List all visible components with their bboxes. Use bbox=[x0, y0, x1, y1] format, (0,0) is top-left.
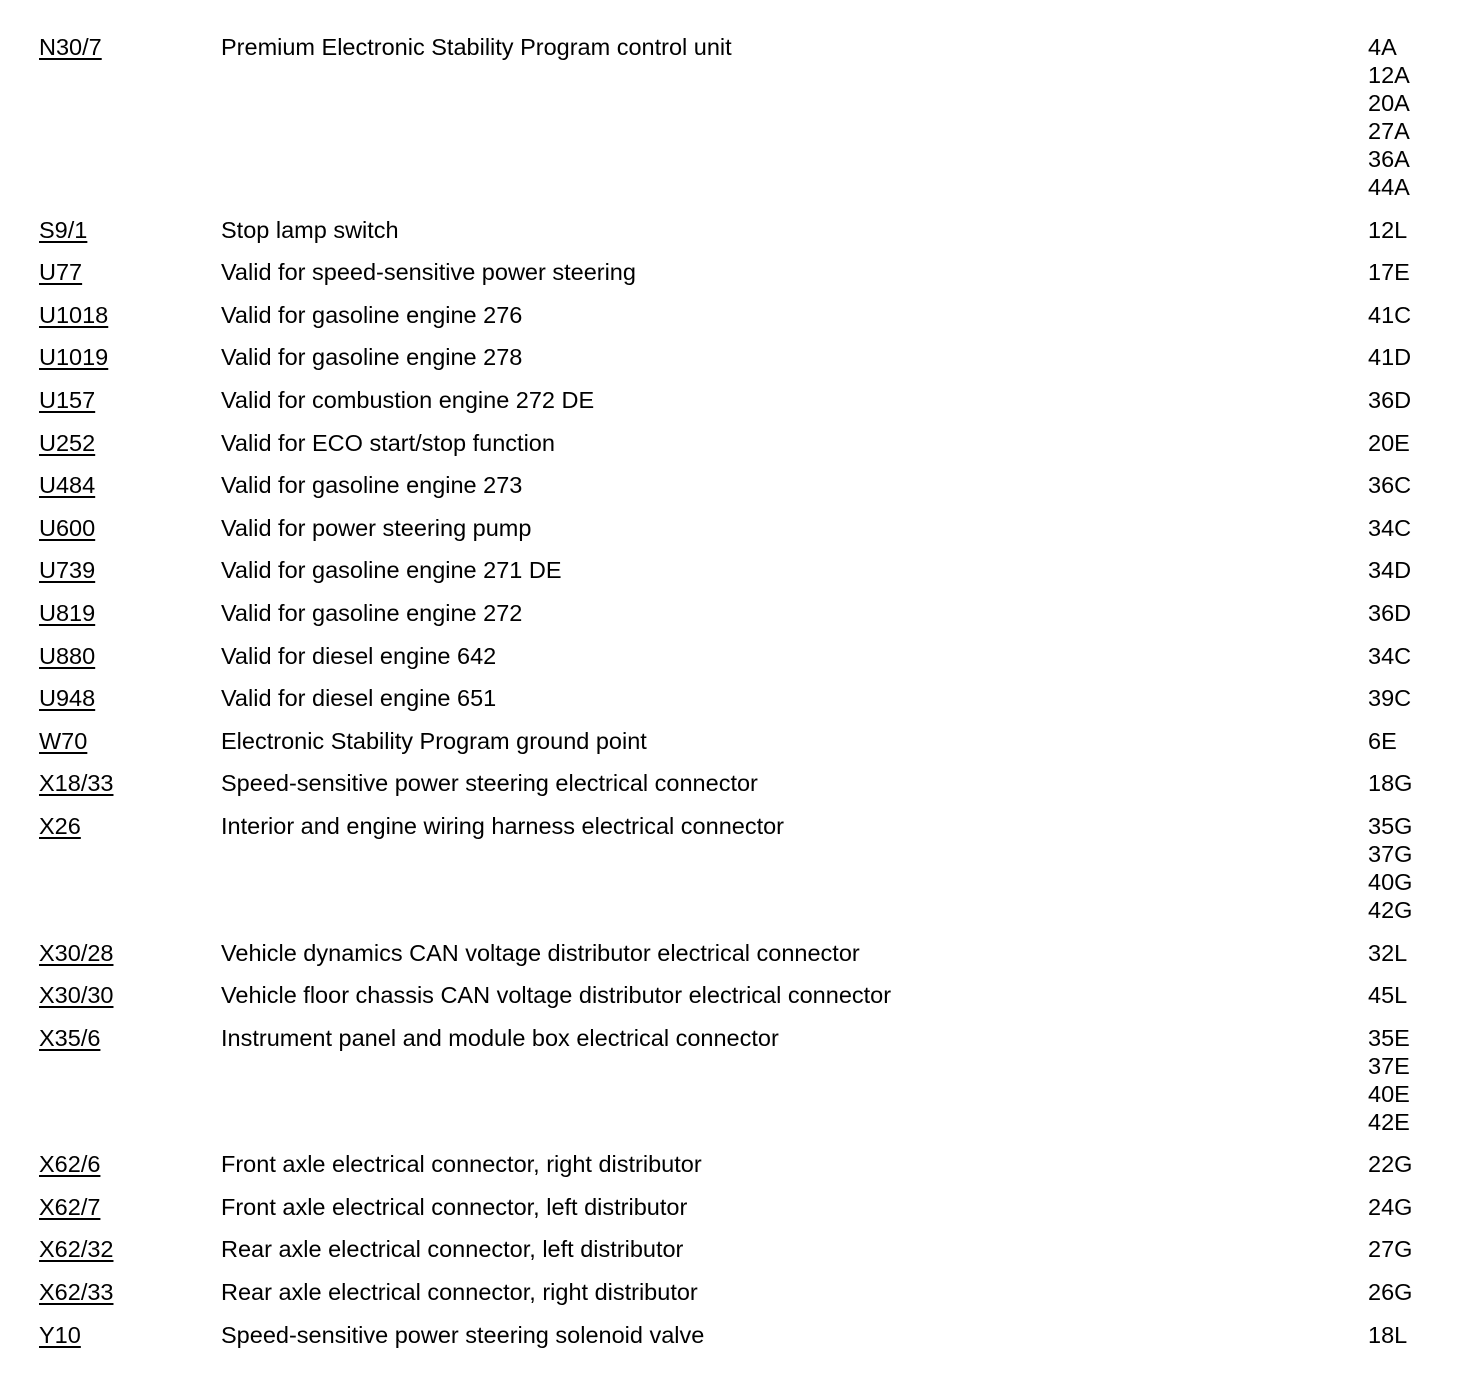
component-description: Valid for power steering pump bbox=[221, 514, 532, 541]
legend-row bbox=[0, 981, 1472, 1009]
component-code-link[interactable]: X26 bbox=[39, 812, 81, 839]
grid-reference: 20A bbox=[1368, 90, 1410, 116]
grid-reference: 37G bbox=[1368, 840, 1413, 867]
component-description: Stop lamp switch bbox=[221, 216, 399, 243]
grid-reference-list bbox=[1368, 1235, 1458, 1263]
grid-reference: 34D bbox=[1368, 557, 1412, 584]
grid-reference: 42E bbox=[1368, 1108, 1410, 1135]
legend-row bbox=[0, 1235, 1472, 1263]
grid-reference: 27G bbox=[1368, 1236, 1413, 1263]
component-description: Interior and engine wiring harness electrical connector bbox=[221, 812, 785, 839]
legend-row bbox=[0, 642, 1472, 670]
component-description: Speed-sensitive power steering electrical connector bbox=[221, 770, 758, 797]
legend-row bbox=[0, 471, 1472, 499]
component-code-link[interactable]: X62/6 bbox=[39, 1151, 101, 1178]
legend-row bbox=[0, 429, 1472, 457]
component-code-link[interactable]: X62/33 bbox=[39, 1279, 114, 1306]
grid-reference-list bbox=[1368, 1024, 1458, 1136]
grid-reference: 40G bbox=[1368, 868, 1413, 895]
component-code-link[interactable]: Y10 bbox=[39, 1321, 81, 1348]
component-code-link[interactable]: X35/6 bbox=[39, 1024, 101, 1051]
grid-reference-list bbox=[1368, 258, 1458, 286]
component-code-link[interactable]: X62/32 bbox=[39, 1236, 114, 1263]
component-description: Front axle electrical connector, left distributor bbox=[221, 1193, 688, 1220]
grid-reference-list bbox=[1368, 812, 1458, 924]
component-description: Valid for diesel engine 651 bbox=[221, 685, 497, 712]
grid-reference: 41C bbox=[1368, 301, 1412, 328]
legend-row bbox=[0, 727, 1472, 755]
component-code-link[interactable]: N30/7 bbox=[39, 34, 102, 60]
legend-row bbox=[0, 343, 1472, 371]
component-description: Speed-sensitive power steering solenoid valve bbox=[221, 1321, 705, 1348]
legend-row bbox=[0, 939, 1472, 967]
component-code-link[interactable]: U1019 bbox=[39, 344, 109, 371]
component-code-link[interactable]: U157 bbox=[39, 386, 96, 413]
grid-reference: 36C bbox=[1368, 472, 1412, 499]
grid-reference: 36D bbox=[1368, 599, 1412, 626]
legend-row bbox=[0, 1278, 1472, 1306]
grid-reference: 32L bbox=[1368, 939, 1408, 966]
grid-reference: 18L bbox=[1368, 1321, 1408, 1348]
component-description: Vehicle dynamics CAN voltage distributor electrical connector bbox=[221, 939, 860, 966]
legend-row bbox=[0, 33, 1472, 201]
grid-reference: 27A bbox=[1368, 118, 1410, 144]
grid-reference-list bbox=[1368, 1150, 1458, 1178]
component-description: Valid for gasoline engine 276 bbox=[221, 301, 523, 328]
component-code-link[interactable]: U1018 bbox=[39, 301, 109, 328]
grid-reference-list bbox=[1368, 939, 1458, 967]
grid-reference-list bbox=[1368, 301, 1458, 329]
legend-row bbox=[0, 386, 1472, 414]
grid-reference: 37E bbox=[1368, 1052, 1410, 1079]
grid-reference: 40E bbox=[1368, 1080, 1410, 1107]
component-code-link[interactable]: W70 bbox=[39, 727, 88, 754]
grid-reference: 34C bbox=[1368, 514, 1412, 541]
grid-reference: 36A bbox=[1368, 146, 1410, 172]
legend-row bbox=[0, 258, 1472, 286]
component-description: Valid for gasoline engine 278 bbox=[221, 344, 523, 371]
grid-reference: 18G bbox=[1368, 770, 1413, 797]
grid-reference-list bbox=[1368, 599, 1458, 627]
grid-reference-list bbox=[1368, 556, 1458, 584]
grid-reference-list bbox=[1368, 514, 1458, 542]
grid-reference: 4A bbox=[1368, 34, 1397, 60]
grid-reference-list bbox=[1368, 981, 1458, 1009]
component-description: Valid for speed-sensitive power steering bbox=[221, 259, 636, 286]
component-description: Rear axle electrical connector, left distributor bbox=[221, 1236, 684, 1263]
grid-reference: 34C bbox=[1368, 642, 1412, 669]
component-code-link[interactable]: U819 bbox=[39, 599, 96, 626]
grid-reference: 36D bbox=[1368, 386, 1412, 413]
grid-reference: 22G bbox=[1368, 1151, 1413, 1178]
component-code-link[interactable]: X62/7 bbox=[39, 1193, 101, 1220]
legend-row bbox=[0, 514, 1472, 542]
component-description: Premium Electronic Stability Program control unit bbox=[221, 34, 732, 60]
grid-reference-list bbox=[1368, 216, 1458, 244]
grid-reference: 26G bbox=[1368, 1279, 1413, 1306]
grid-reference: 44A bbox=[1368, 174, 1410, 200]
grid-reference: 20E bbox=[1368, 429, 1410, 456]
grid-reference-list bbox=[1368, 471, 1458, 499]
legend-row bbox=[0, 684, 1472, 712]
component-code-link[interactable]: U880 bbox=[39, 642, 96, 669]
grid-reference-list bbox=[1368, 642, 1458, 670]
component-description: Valid for gasoline engine 273 bbox=[221, 472, 523, 499]
legend-row bbox=[0, 1150, 1472, 1178]
component-legend bbox=[0, 33, 1472, 1363]
component-description: Valid for gasoline engine 272 bbox=[221, 599, 523, 626]
component-code-link[interactable]: U484 bbox=[39, 472, 96, 499]
grid-reference-list bbox=[1368, 727, 1458, 755]
component-code-link[interactable]: U600 bbox=[39, 514, 96, 541]
component-code-link[interactable]: U252 bbox=[39, 429, 96, 456]
grid-reference: 12L bbox=[1368, 216, 1408, 243]
component-description: Valid for diesel engine 642 bbox=[221, 642, 497, 669]
component-code-link[interactable]: X30/30 bbox=[39, 982, 114, 1009]
component-description: Vehicle floor chassis CAN voltage distributor electrical connector bbox=[221, 982, 892, 1009]
component-description: Valid for combustion engine 272 DE bbox=[221, 386, 595, 413]
legend-row bbox=[0, 1024, 1472, 1136]
component-code-link[interactable]: U948 bbox=[39, 685, 96, 712]
component-description: Electronic Stability Program ground point bbox=[221, 727, 647, 754]
grid-reference-list bbox=[1368, 386, 1458, 414]
component-description: Instrument panel and module box electrical connector bbox=[221, 1024, 779, 1051]
grid-reference-list bbox=[1368, 1321, 1458, 1349]
grid-reference: 17E bbox=[1368, 259, 1410, 286]
grid-reference: 45L bbox=[1368, 982, 1408, 1009]
grid-reference: 6E bbox=[1368, 727, 1397, 754]
component-code-link[interactable]: X18/33 bbox=[39, 770, 114, 797]
legend-row bbox=[0, 556, 1472, 584]
grid-reference-list bbox=[1368, 1193, 1458, 1221]
legend-row bbox=[0, 301, 1472, 329]
component-description: Valid for gasoline engine 271 DE bbox=[221, 557, 562, 584]
grid-reference-list bbox=[1368, 33, 1458, 201]
legend-row bbox=[0, 216, 1472, 244]
grid-reference: 24G bbox=[1368, 1193, 1413, 1220]
grid-reference-list bbox=[1368, 429, 1458, 457]
grid-reference-list bbox=[1368, 769, 1458, 797]
legend-row bbox=[0, 1321, 1472, 1349]
legend-row bbox=[0, 769, 1472, 797]
legend-row bbox=[0, 812, 1472, 924]
component-code-link[interactable]: U77 bbox=[39, 259, 83, 286]
component-description: Valid for ECO start/stop function bbox=[221, 429, 555, 456]
grid-reference: 41D bbox=[1368, 344, 1412, 371]
component-code-link[interactable]: S9/1 bbox=[39, 216, 88, 243]
component-description: Rear axle electrical connector, right distributor bbox=[221, 1279, 698, 1306]
legend-row bbox=[0, 1193, 1472, 1221]
legend-row bbox=[0, 599, 1472, 627]
grid-reference: 35G bbox=[1368, 812, 1413, 839]
grid-reference-list bbox=[1368, 343, 1458, 371]
grid-reference: 39C bbox=[1368, 685, 1412, 712]
component-code-link[interactable]: X30/28 bbox=[39, 939, 114, 966]
grid-reference: 12A bbox=[1368, 62, 1410, 88]
grid-reference: 35E bbox=[1368, 1024, 1410, 1051]
component-description: Front axle electrical connector, right distributor bbox=[221, 1151, 702, 1178]
grid-reference: 42G bbox=[1368, 896, 1413, 923]
grid-reference-list bbox=[1368, 1278, 1458, 1306]
grid-reference-list bbox=[1368, 684, 1458, 712]
component-code-link[interactable]: U739 bbox=[39, 557, 96, 584]
